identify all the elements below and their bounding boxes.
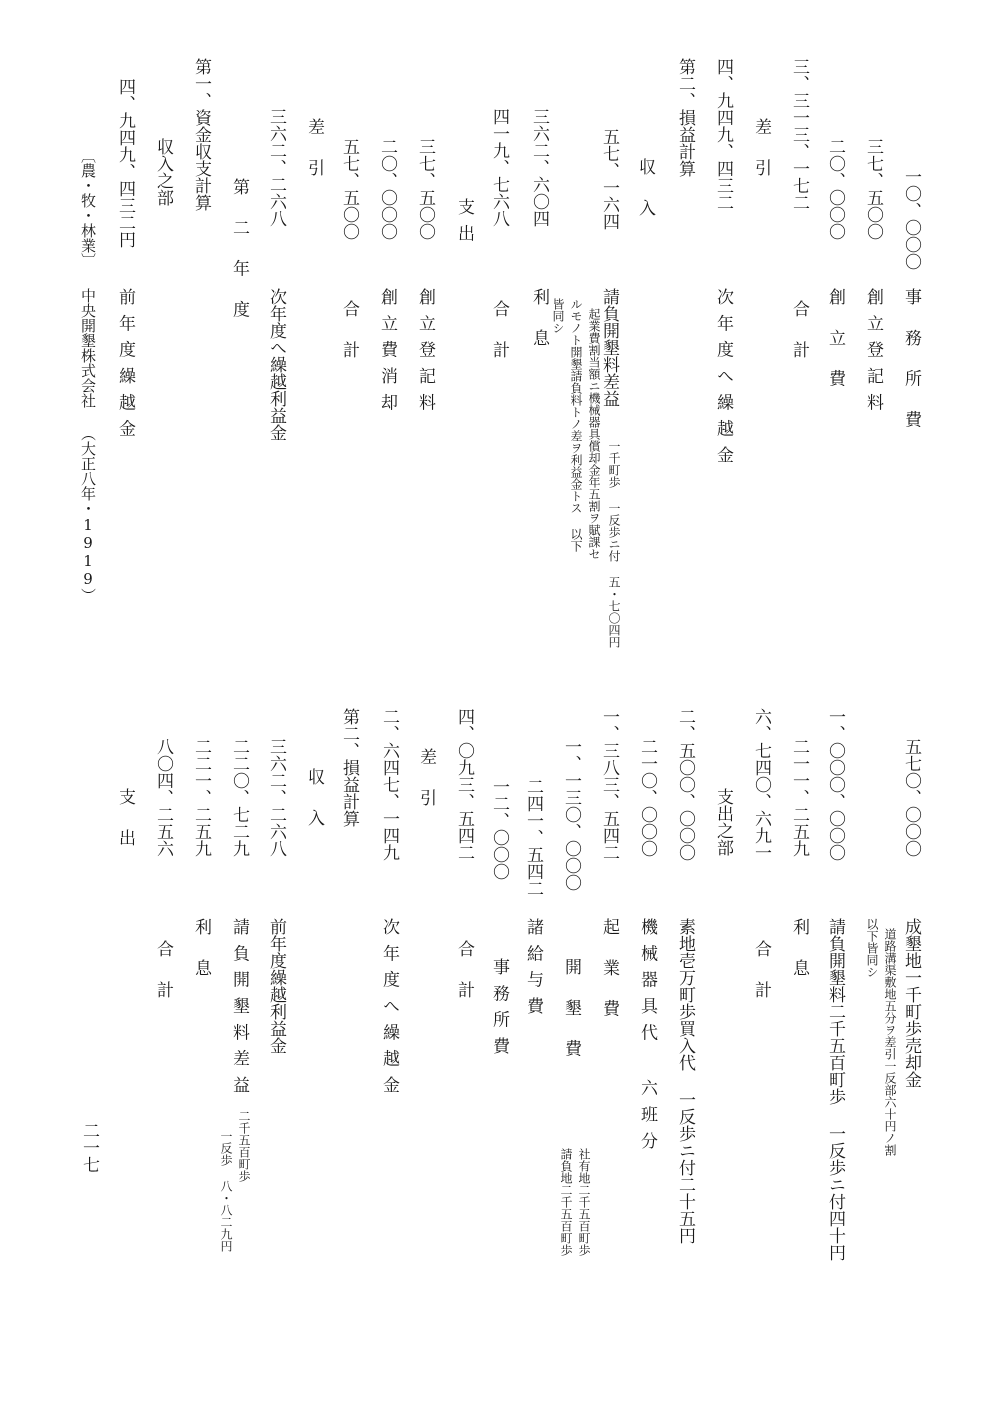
item-label: 開墾費 bbox=[561, 958, 581, 1081]
annotation: ルモノト開墾請負料トノ差ヲ利益金トス 以下 bbox=[569, 298, 583, 552]
amount: 三六二、六〇四 bbox=[529, 108, 549, 227]
item-label: 事務所費 bbox=[901, 288, 921, 452]
amount: 一、一三〇、〇〇〇 bbox=[561, 738, 581, 891]
item-label: 合計 bbox=[751, 940, 771, 1022]
annotation: 道路溝渠敷地五分ヲ差引一反部六十円ノ割 bbox=[883, 928, 897, 1156]
item-label: 前年度繰越金 bbox=[115, 288, 135, 447]
item-label: 次年度へ繰越金 bbox=[379, 918, 399, 1103]
item-label: 創立登記料 bbox=[415, 288, 435, 420]
amount: 二二〇、七二九 bbox=[229, 738, 249, 857]
amount: 一、三八三、五四二 bbox=[599, 708, 619, 861]
section-label: 支出之部 bbox=[713, 788, 733, 856]
amount: 五七、一六四 bbox=[599, 128, 619, 230]
section-label: 差引 bbox=[751, 118, 771, 200]
amount: 四、〇九三、五四二 bbox=[454, 708, 474, 861]
section-heading: 第二年度 bbox=[229, 178, 249, 342]
item-label: 創立費 bbox=[825, 288, 845, 411]
section-label: 収入 bbox=[304, 768, 324, 850]
amount: 一二、〇〇〇 bbox=[489, 778, 509, 880]
item-label: 合計 bbox=[454, 940, 474, 1022]
item-label: 創立費消却 bbox=[377, 288, 397, 420]
item-label: 合計 bbox=[153, 940, 173, 1022]
annotation: 二千五百町歩 bbox=[237, 1110, 251, 1182]
annotation: 皆同シ bbox=[551, 298, 565, 334]
annotation: 一千町歩 一反歩ニ付 五・七〇四円 bbox=[607, 440, 621, 648]
amount: 四一九、七六八 bbox=[489, 108, 509, 227]
item-label: 事務所費 bbox=[489, 958, 509, 1064]
amount: 一、〇〇〇、〇〇〇 bbox=[825, 708, 845, 861]
item-label: 起業費 bbox=[599, 918, 619, 1041]
item-label: 合計 bbox=[489, 300, 509, 382]
item-label: 請負開墾料差益 bbox=[599, 288, 619, 407]
section-heading: 第二、損益計算 bbox=[339, 708, 359, 827]
section-label: 差引 bbox=[304, 118, 324, 200]
section-label: 収入 bbox=[635, 158, 655, 240]
amount: 五七、五〇〇 bbox=[339, 138, 359, 240]
running-header: 中央開墾株式会社 （大正八年・1919） bbox=[79, 288, 97, 603]
annotation: 以下皆同シ bbox=[865, 918, 879, 978]
section-label: 支出 bbox=[454, 198, 474, 251]
item-label: 利息 bbox=[529, 288, 549, 370]
item-label: 次年度へ繰越金 bbox=[713, 288, 733, 473]
amount: 二〇、〇〇〇 bbox=[377, 138, 397, 240]
section-label: 支出 bbox=[115, 788, 135, 870]
annotation: 一反歩 八・八二九円 bbox=[219, 1130, 233, 1252]
item-label: 前年度繰越利益金 bbox=[266, 918, 286, 1054]
item-label: 請負開墾料二千五百町歩 一反歩ニ付四十円 bbox=[825, 918, 845, 1261]
item-label: 次年度へ繰越利益金 bbox=[266, 288, 286, 441]
amount: 三、三一三、一七二 bbox=[789, 58, 809, 211]
amount: 二〇、〇〇〇 bbox=[825, 138, 845, 240]
amount: 二一〇、〇〇〇 bbox=[637, 738, 657, 857]
item-label: 合計 bbox=[339, 300, 359, 382]
amount: 二、五〇〇、〇〇〇 bbox=[675, 708, 695, 861]
annotation: 社有地二千五百町歩 bbox=[577, 1148, 591, 1256]
section-heading: 第一、資金収支計算 bbox=[191, 58, 211, 211]
amount: 三六二、二六八 bbox=[266, 738, 286, 857]
amount: 三七、五〇〇 bbox=[415, 138, 435, 240]
amount: 六、七四〇、六九一 bbox=[751, 708, 771, 861]
item-label: 利息 bbox=[191, 918, 211, 1000]
amount: 二四一、五四二 bbox=[523, 778, 543, 897]
annotation: 請負地二千五百町歩 bbox=[559, 1148, 573, 1256]
item-label: 成墾地一千町歩売却金 bbox=[901, 918, 921, 1088]
amount: 二二一、二五九 bbox=[191, 738, 211, 857]
amount: 二一一、二五九 bbox=[789, 738, 809, 857]
item-label: 諸給与費 bbox=[523, 918, 543, 1024]
section-label: 収入之部 bbox=[153, 138, 173, 206]
running-header: 〔農・牧・林業〕 bbox=[79, 148, 97, 268]
section-heading: 第二、損益計算 bbox=[675, 58, 695, 177]
item-label: 素地壱万町歩買入代 一反歩ニ付二十五円 bbox=[675, 918, 695, 1244]
item-label: 機械器具代 六班分 bbox=[637, 918, 657, 1159]
item-label: 利息 bbox=[789, 918, 809, 1000]
amount: 五七〇、〇〇〇 bbox=[901, 738, 921, 857]
annotation: 起業費割当額ニ機械器具償却金年五割ヲ賦課セ bbox=[587, 308, 601, 560]
page-number: 二一七 bbox=[79, 1122, 99, 1173]
item-label: 請負開墾料差益 bbox=[229, 918, 249, 1103]
amount: 二、六四七、一四九 bbox=[379, 708, 399, 861]
item-label: 合計 bbox=[789, 300, 809, 382]
amount: 四、九四九、四三二 bbox=[713, 58, 733, 211]
item-label: 創立登記料 bbox=[863, 288, 883, 420]
amount: 四、九四九、四三二円 bbox=[115, 78, 135, 248]
amount: 一〇、〇〇〇 bbox=[901, 168, 921, 270]
amount: 三六二、二六八 bbox=[266, 108, 286, 227]
amount: 三七、五〇〇 bbox=[863, 138, 883, 240]
amount: 八〇四、二五六 bbox=[153, 738, 173, 857]
section-label: 差引 bbox=[416, 748, 436, 830]
